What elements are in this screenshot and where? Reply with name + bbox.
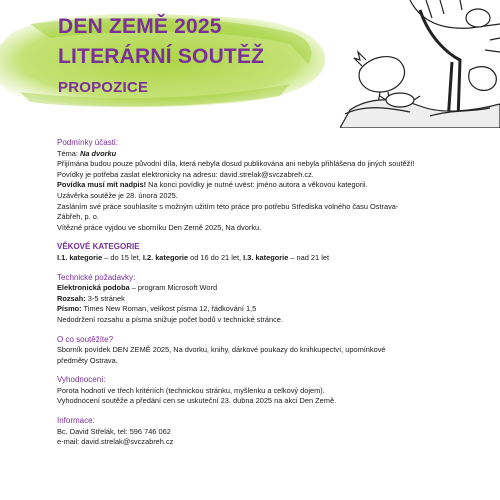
conditions-line-7: Vítězné práce vyjdou ve sborníku Den Země 2025, Na dvorku. (57, 222, 262, 232)
theme-line (57, 149, 477, 160)
categories-line (57, 253, 477, 264)
conditions-line-3 (57, 180, 477, 191)
technical-font-text: Times New Roman, velikost písma 12, řádkování 1,5 (81, 304, 257, 314)
farmyard-illustration (340, 0, 500, 128)
technical-size-text: 3-5 stránek (85, 293, 125, 303)
technical-form-label: Elektronická podoba (57, 283, 130, 293)
conditions-heading: Podmínky účasti: (57, 138, 118, 147)
conditions-line-2: Povídky je potřeba zaslat elektronicky na adresu: david.strelak@svczabreh.cz. (57, 169, 314, 179)
conditions-line-3-rest: Na konci povídky je nutné uvést: jméno autora a věkovou kategorii. (146, 180, 368, 190)
title-required-note: Povídka musí mít nadpis! (57, 180, 147, 190)
technical-note: Nedodržení rozsahu a písma snižuje počet bodů v technické stránce. (57, 314, 283, 324)
technical-heading: Technické požadavky: (57, 272, 136, 282)
category-1-text: – do 15 let, (102, 252, 143, 262)
title-line-3: PROPOZICE (58, 79, 149, 96)
category-1-label: I.1. kategorie (57, 252, 103, 262)
prizes-heading: O co soutěžíte? (57, 334, 114, 344)
title-line-1: DEN ZEMĚ 2025 (58, 15, 222, 38)
theme-value: Na dvorku (80, 148, 117, 158)
technical-font-line (57, 304, 477, 315)
technical-size-line (57, 294, 477, 305)
info-heading: Informace: (57, 416, 95, 426)
evaluation-line-2: Vyhodnocení soutěže a předání cen se uskuteční 23. dubna 2025 na akci Den Země. (57, 396, 337, 406)
technical-form-line (57, 283, 477, 294)
category-3-label: I.3. kategorie (243, 252, 289, 262)
technical-form-text: – program Microsoft Word (129, 283, 218, 293)
deadline-line: Uzávěrka soutěže je 28. února 2025. (57, 190, 178, 200)
prizes-line-2: předměty Ostrava. (57, 355, 118, 365)
category-3-text: – nad 21 let (288, 252, 329, 262)
technical-font-label: Písmo: (57, 304, 82, 314)
category-2-text: od 16 do 21 let, (188, 252, 244, 262)
conditions-line-1: Přijímána budou pouze původní díla, která nebyla dosud publikována ani nebyla přihlášena do jiných soutěží! (57, 159, 415, 169)
technical-size-label: Rozsah: (57, 293, 86, 303)
prizes-line-1: Sborník povídek DEN ZEMĚ 2025, Na dvorku, knihy, dárkové poukazy do knihkupectví, upomínkové (57, 345, 386, 355)
evaluation-line-1: Porota hodnotí ve třech kritériích (technickou stránku, myšlenku a celkový dojem). (57, 385, 325, 395)
conditions-line-6: Zábřeh, p. o. (57, 212, 99, 222)
flyer-body (57, 138, 477, 448)
title-line-2: LITERÁRNÍ SOUTĚŽ (58, 45, 265, 68)
contact-name-phone: Bc. David Střelák, tel: 596 746 062 (57, 426, 171, 436)
contact-email: e-mail: david.strelak@svczabreh.cz (57, 437, 174, 447)
category-2-label: I.2. kategorie (142, 252, 189, 262)
categories-heading: VĚKOVÉ KATEGORIE (57, 242, 140, 252)
conditions-line-5: Zasláním své práce souhlasíte s možným užitím této práce pro potřebu Střediska volného času Ostrava- (57, 201, 399, 211)
theme-label: Téma: (57, 148, 80, 158)
evaluation-heading: Vyhodnocení: (57, 375, 106, 385)
